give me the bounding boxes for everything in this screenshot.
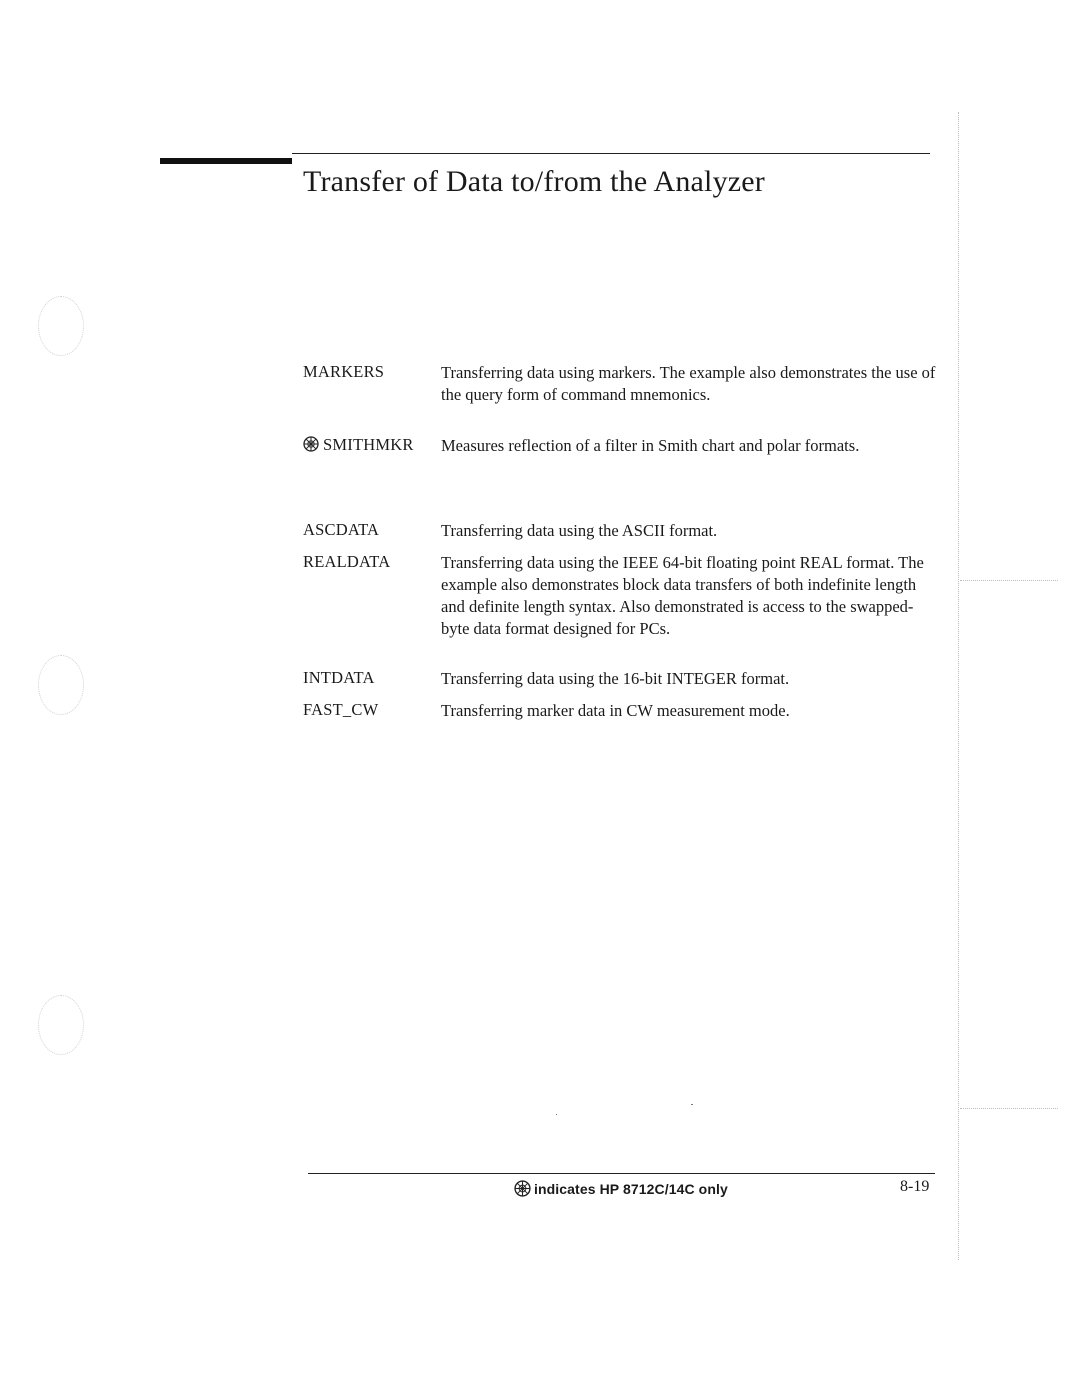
entry-description: Measures reflection of a filter in Smith chart and polar formats. — [441, 436, 860, 455]
page-title: Transfer of Data to/from the Analyzer — [303, 165, 765, 198]
binder-hole — [38, 655, 84, 715]
entry-description: Transferring marker data in CW measurement mode. — [441, 701, 790, 720]
entry-term: ASCDATA — [303, 520, 380, 539]
entry-description: Transferring data using the ASCII format. — [441, 521, 718, 540]
header-rule — [292, 153, 930, 154]
entry-term: MARKERS — [303, 362, 385, 381]
entry-term: FAST_CW — [303, 700, 379, 719]
footer-note-text: indicates HP 8712C/14C only — [534, 1181, 728, 1197]
hp-8712c-14c-symbol-icon — [303, 436, 319, 452]
footer-rule — [308, 1173, 935, 1174]
entry-description: Transferring data using the 16-bit INTEGER format. — [441, 669, 790, 688]
entry-description: Transferring data using markers. The example also demonstrates the use of the query form of command mnemonics. — [441, 363, 936, 404]
header-accent-bar — [160, 158, 292, 164]
page-edge-trim — [958, 112, 959, 1260]
binder-hole — [38, 995, 84, 1055]
entry-term-text: SMITHMKR — [323, 435, 414, 454]
page-edge-trim — [960, 580, 1058, 581]
footer-note — [514, 1180, 728, 1197]
scan-speck — [556, 1114, 557, 1115]
entry-term — [303, 435, 414, 455]
binder-hole — [38, 296, 84, 356]
page-edge-trim — [960, 1108, 1058, 1109]
page-number: 8-19 — [900, 1178, 930, 1195]
entry-term: REALDATA — [303, 552, 391, 571]
entry-term: INTDATA — [303, 668, 375, 687]
hp-8712c-14c-symbol-icon — [514, 1180, 531, 1197]
scan-speck — [691, 1104, 693, 1105]
entry-description: Transferring data using the IEEE 64-bit floating point REAL format. The example also demonstrates block data transfers of both indefinite length and definite length syntax. Also demonstrated is access to the swapped-byte data format designed for PCs. — [441, 553, 924, 638]
